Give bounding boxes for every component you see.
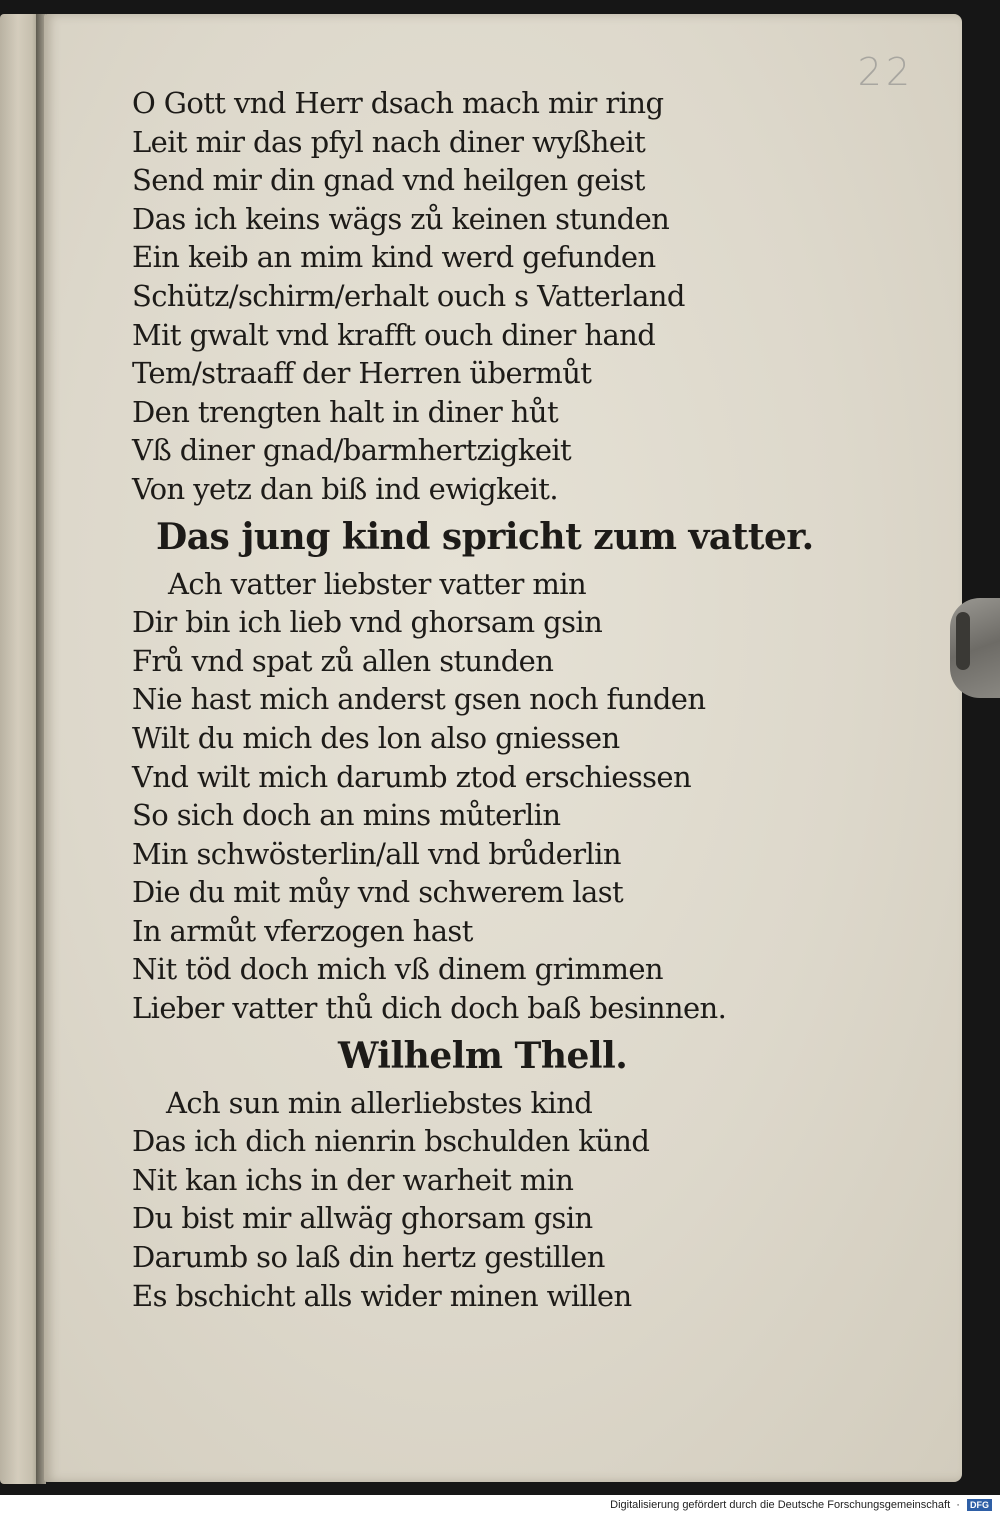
text-line: Ach sun min allerliebstes kind [166, 1085, 593, 1120]
text-line: Lieber vatter thů dich doch baß besinnen. [132, 991, 727, 1026]
section-heading: Wilhelm Thell. [338, 1034, 628, 1077]
text-line: Leit mir das pfyl nach diner wyßheit [132, 124, 646, 159]
text-line: Darumb so laß din hertz gestillen [132, 1240, 605, 1275]
text-line: Frů vnd spat zů allen stunden [132, 643, 554, 678]
text-line: Die du mit můy vnd schwerem last [132, 875, 624, 910]
text-line: In armůt vferzogen hast [132, 913, 473, 948]
dfg-logo: DFG [967, 1499, 992, 1511]
text-line: Das ich keins wägs zů keinen stunden [132, 201, 670, 236]
section-prayer [88, 84, 788, 509]
text-line: Den trengten halt in diner hůt [132, 394, 558, 429]
text-line: Nit töd doch mich vß dinem grimmen [132, 952, 663, 987]
text-line: Vß diner gnad/barmhertzigkeit [132, 433, 572, 468]
text-line: Du bist mir allwäg ghorsam gsin [132, 1201, 593, 1236]
text-line: Es bschicht alls wider minen willen [132, 1278, 632, 1313]
text-line: Min schwösterlin/all vnd brůderlin [132, 836, 621, 871]
page-text [88, 84, 814, 1315]
folio-number: 22 [857, 50, 914, 94]
section-child-speaks [88, 565, 788, 1028]
text-line: Ach vatter liebster vatter min [168, 566, 587, 601]
text-line: So sich doch an mins můterlin [132, 798, 561, 833]
text-line: Vnd wilt mich darumb ztod erschiessen [132, 759, 692, 794]
text-line: Mit gwalt vnd krafft ouch diner hand [132, 317, 656, 352]
page-clip-slot [956, 612, 970, 670]
text-line: Nie hast mich anderst gsen noch funden [132, 682, 706, 717]
text-line: Von yetz dan biß ind ewigkeit. [132, 471, 558, 506]
footer-bar [0, 1495, 1000, 1515]
funding-credit: Digitalisierung gefördert durch die Deutsche Forschungsgemeinschaft [610, 1499, 951, 1512]
section-wilhelm-thell [88, 1084, 788, 1316]
section-heading: Das jung kind spricht zum vatter. [156, 515, 814, 558]
text-line: Schütz/schirm/erhalt ouch s Vatterland [132, 278, 685, 313]
book-page [44, 14, 962, 1482]
text-line: Dir bin ich lieb vnd ghorsam gsin [132, 605, 603, 640]
text-line: O Gott vnd Herr dsach mach mir ring [132, 86, 664, 120]
text-line: Send mir din gnad vnd heilgen geist [132, 163, 645, 198]
credit-separator: · [953, 1499, 960, 1512]
text-line: Das ich dich nienrin bschulden künd [132, 1124, 650, 1159]
text-line: Tem/straaff der Herren übermůt [132, 356, 592, 391]
text-line: Wilt du mich des lon also gniessen [132, 720, 620, 755]
text-line: Nit kan ichs in der warheit min [132, 1162, 574, 1197]
text-line: Ein keib an mim kind werd gefunden [132, 240, 656, 275]
facing-page-edge [0, 14, 40, 1484]
